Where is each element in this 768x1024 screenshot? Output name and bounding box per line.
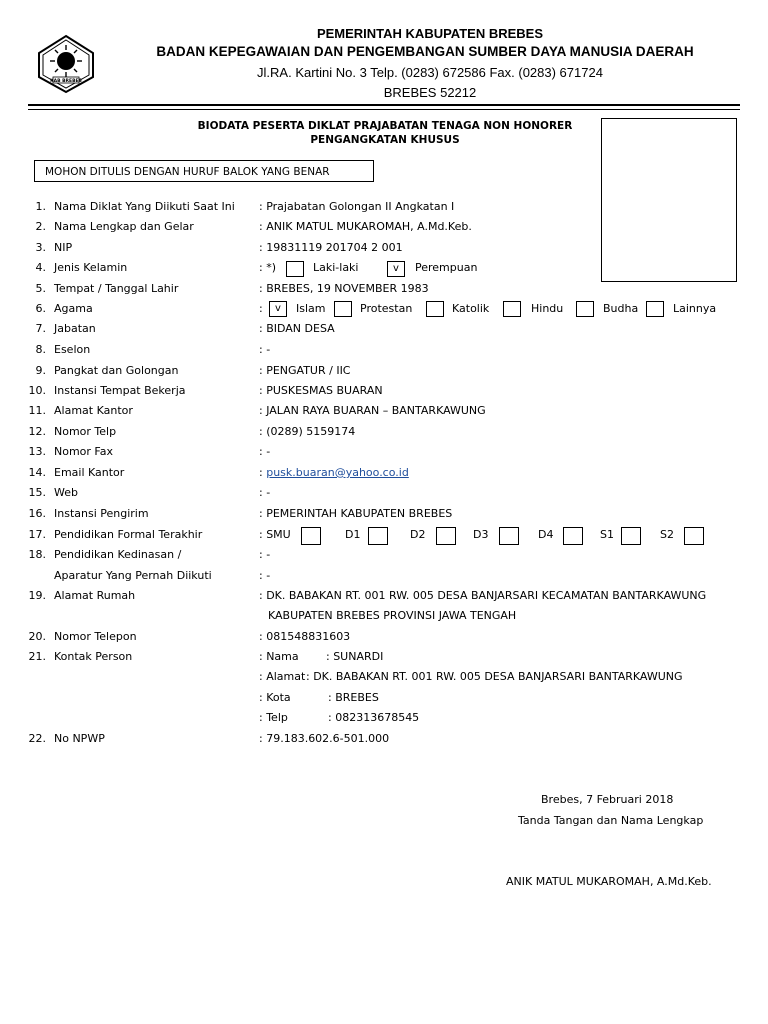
field-label: Jenis Kelamin xyxy=(54,261,128,274)
field-value: : - xyxy=(259,569,271,582)
field-label: Eselon xyxy=(54,343,91,356)
field-value: : - xyxy=(259,445,271,458)
field-row-eselon xyxy=(0,341,768,359)
checkbox-s2[interactable] xyxy=(684,527,704,545)
row-number: 6. xyxy=(35,302,46,315)
field-label: Instansi Pengirim xyxy=(54,507,149,520)
checkbox-d3[interactable] xyxy=(499,527,519,545)
row-number: 20. xyxy=(28,630,46,643)
option-s2: S2 xyxy=(660,528,674,541)
row-number: 19. xyxy=(28,589,46,602)
option-female: Perempuan xyxy=(415,261,478,274)
field-value: : JALAN RAYA BUARAN – BANTARKAWUNG xyxy=(259,404,486,417)
row-number: 17. xyxy=(28,528,46,541)
field-label: Tempat / Tanggal Lahir xyxy=(54,282,179,295)
field-row-pangkat xyxy=(0,362,768,380)
field-label: Pangkat dan Golongan xyxy=(54,364,179,377)
field-label: Agama xyxy=(54,302,93,315)
option-protestan: Protestan xyxy=(360,302,413,315)
field-label: Alamat Rumah xyxy=(54,589,136,602)
field-label: Pendidikan Kedinasan / xyxy=(54,548,182,561)
checkbox-lainnya[interactable] xyxy=(646,301,664,317)
checkbox-d1[interactable] xyxy=(368,527,388,545)
contact-city-value: : BREBES xyxy=(328,691,379,704)
option-katolik: Katolik xyxy=(452,302,490,315)
signature-name: ANIK MATUL MUKAROMAH, A.Md.Keb. xyxy=(506,875,712,888)
contact-phone-label: : Telp xyxy=(259,711,288,724)
contact-city-label: : Kota xyxy=(259,691,291,704)
field-row-alamat-rumah xyxy=(0,587,768,605)
field-value: : SMU xyxy=(259,528,291,541)
row-number: 18. xyxy=(28,548,46,561)
contact-phone-value: : 082313678545 xyxy=(328,711,420,724)
field-row-kedinasan-2 xyxy=(0,567,768,585)
field-label: Jabatan xyxy=(54,322,96,335)
field-label: Nama Diklat Yang Diikuti Saat Ini xyxy=(54,200,235,213)
checkbox-budha[interactable] xyxy=(576,301,594,317)
field-label: Web xyxy=(54,486,78,499)
field-label: Alamat Kantor xyxy=(54,404,133,417)
row-number: 12. xyxy=(28,425,46,438)
row-number: 22. xyxy=(28,732,46,745)
option-d1: D1 xyxy=(345,528,361,541)
field-value: : PUSKESMAS BUARAN xyxy=(259,384,383,397)
field-label: No NPWP xyxy=(54,732,105,745)
form-title-line1: BIODATA PESERTA DIKLAT PRAJABATAN TENAGA NON HONORER xyxy=(197,120,573,132)
form-title xyxy=(170,119,600,147)
field-value: : DK. BABAKAN RT. 001 RW. 005 DESA BANJARSARI KECAMATAN BANTARKAWUNG xyxy=(259,589,707,602)
field-row-jabatan xyxy=(0,320,768,338)
option-male: Laki-laki xyxy=(313,261,359,274)
row-number: 15. xyxy=(28,486,46,499)
field-row-kontak xyxy=(0,648,768,666)
field-row-npwp xyxy=(0,730,768,748)
brebes-regency-emblem-icon xyxy=(35,33,97,95)
field-row-kontak-kota xyxy=(0,689,768,707)
row-number: 14. xyxy=(28,466,46,479)
field-label: Pendidikan Formal Terakhir xyxy=(54,528,203,541)
instruction-note: MOHON DITULIS DENGAN HURUF BALOK YANG BENAR xyxy=(34,160,374,182)
field-value: : - xyxy=(259,486,271,499)
field-value: : xyxy=(259,302,263,315)
row-number: 21. xyxy=(28,650,46,663)
row-number: 3. xyxy=(35,241,46,254)
field-label: Kontak Person xyxy=(54,650,133,663)
contact-name-value: : SUNARDI xyxy=(326,650,384,663)
field-value: : - xyxy=(259,548,271,561)
field-row-alamat-kantor xyxy=(0,402,768,420)
row-number: 4. xyxy=(35,261,46,274)
field-value xyxy=(259,464,409,482)
field-row-diklat xyxy=(0,198,768,216)
option-lainnya: Lainnya xyxy=(673,302,717,315)
signature-caption: Tanda Tangan dan Nama Lengkap xyxy=(518,814,704,827)
header-government-name: PEMERINTAH KABUPATEN BREBES xyxy=(316,26,544,41)
field-row-kontak-alamat xyxy=(0,668,768,686)
field-value: : - xyxy=(259,343,271,356)
option-islam: Islam xyxy=(296,302,326,315)
field-value: : PEMERINTAH KABUPATEN BREBES xyxy=(259,507,453,520)
checkbox-male[interactable] xyxy=(286,261,304,277)
field-label: Nama Lengkap dan Gelar xyxy=(54,220,194,233)
option-s1: S1 xyxy=(600,528,614,541)
row-number: 8. xyxy=(35,343,46,356)
checkbox-katolik[interactable] xyxy=(426,301,444,317)
field-row-jenis-kelamin xyxy=(0,259,768,277)
field-label: Instansi Tempat Bekerja xyxy=(54,384,186,397)
field-value: : ANIK MATUL MUKAROMAH, A.Md.Keb. xyxy=(259,220,472,233)
field-row-telp xyxy=(0,423,768,441)
checkbox-d4[interactable] xyxy=(563,527,583,545)
field-label: Aparatur Yang Pernah Diikuti xyxy=(54,569,212,582)
row-number: 13. xyxy=(28,445,46,458)
field-row-instansi xyxy=(0,382,768,400)
field-value: : BIDAN DESA xyxy=(259,322,335,335)
option-d4: D4 xyxy=(538,528,554,541)
field-value: : (0289) 5159174 xyxy=(259,425,356,438)
field-row-kontak-telp xyxy=(0,709,768,727)
field-label: Nomor Telepon xyxy=(54,630,137,643)
field-value-continued: KABUPATEN BREBES PROVINSI JAWA TENGAH xyxy=(268,609,517,622)
header-divider-thin xyxy=(28,109,740,110)
field-row-email xyxy=(0,464,768,482)
header-address: Jl.RA. Kartini No. 3 Telp. (0283) 672586 Fax. (0283) 671724 xyxy=(257,65,603,80)
field-value: : 79.183.602.6-501.000 xyxy=(259,732,390,745)
field-value: : BREBES, 19 NOVEMBER 1983 xyxy=(259,282,429,295)
field-label: NIP xyxy=(54,241,73,254)
field-value: : 081548831603 xyxy=(259,630,351,643)
field-row-web xyxy=(0,484,768,502)
checkbox-hindu[interactable] xyxy=(503,301,521,317)
row-number: 10. xyxy=(28,384,46,397)
row-number: 7. xyxy=(35,322,46,335)
email-link[interactable]: pusk.buaran@yahoo.co.id xyxy=(266,466,409,479)
row-number: 5. xyxy=(35,282,46,295)
header-city: BREBES 52212 xyxy=(383,85,477,100)
field-value: : *) xyxy=(259,261,276,274)
checkbox-protestan[interactable] xyxy=(334,301,352,317)
field-row-ttl xyxy=(0,280,768,298)
checkbox-female[interactable]: v xyxy=(387,261,405,277)
contact-address-label: : Alamat xyxy=(259,670,306,683)
contact-name-label: : Nama xyxy=(259,650,299,663)
option-d2: D2 xyxy=(410,528,426,541)
row-number: 2. xyxy=(35,220,46,233)
row-number: 9. xyxy=(35,364,46,377)
option-hindu: Hindu xyxy=(531,302,564,315)
field-row-kedinasan xyxy=(0,546,768,564)
field-row-nama xyxy=(0,218,768,236)
header-divider-thick xyxy=(28,104,740,106)
contact-address-value: : DK. BABAKAN RT. 001 RW. 005 DESA BANJARSARI BANTARKAWUNG xyxy=(306,670,683,683)
field-row-instansi-pengirim xyxy=(0,505,768,523)
field-label: Email Kantor xyxy=(54,466,125,479)
option-d3: D3 xyxy=(473,528,489,541)
field-row-nip xyxy=(0,239,768,257)
checkbox-s1[interactable] xyxy=(621,527,641,545)
option-budha: Budha xyxy=(603,302,639,315)
field-row-fax xyxy=(0,443,768,461)
field-row-telepon xyxy=(0,628,768,646)
field-value: : Prajabatan Golongan II Angkatan I xyxy=(259,200,455,213)
row-number: 11. xyxy=(28,404,46,417)
emblem-banner-text: KAB BREBES xyxy=(50,79,82,84)
row-number: 1. xyxy=(35,200,46,213)
field-row-agama xyxy=(0,300,768,318)
checkbox-smu[interactable] xyxy=(301,527,321,545)
checkbox-islam[interactable]: v xyxy=(269,301,287,317)
field-row-pendidikan xyxy=(0,526,768,544)
checkbox-d2[interactable] xyxy=(436,527,456,545)
form-title-line2: PENGANGKATAN KHUSUS xyxy=(310,134,460,146)
field-value: : 19831119 201704 2 001 xyxy=(259,241,403,254)
row-number: 16. xyxy=(28,507,46,520)
value-prefix: : xyxy=(259,466,263,479)
signature-place-date: Brebes, 7 Februari 2018 xyxy=(541,793,674,806)
field-row-alamat-rumah-2 xyxy=(0,607,768,625)
field-label: Nomor Fax xyxy=(54,445,113,458)
header-agency-name: BADAN KEPEGAWAIAN DAN PENGEMBANGAN SUMBER DAYA MANUSIA DAERAH xyxy=(156,44,694,59)
field-value: : PENGATUR / IIC xyxy=(259,364,351,377)
field-label: Nomor Telp xyxy=(54,425,117,438)
